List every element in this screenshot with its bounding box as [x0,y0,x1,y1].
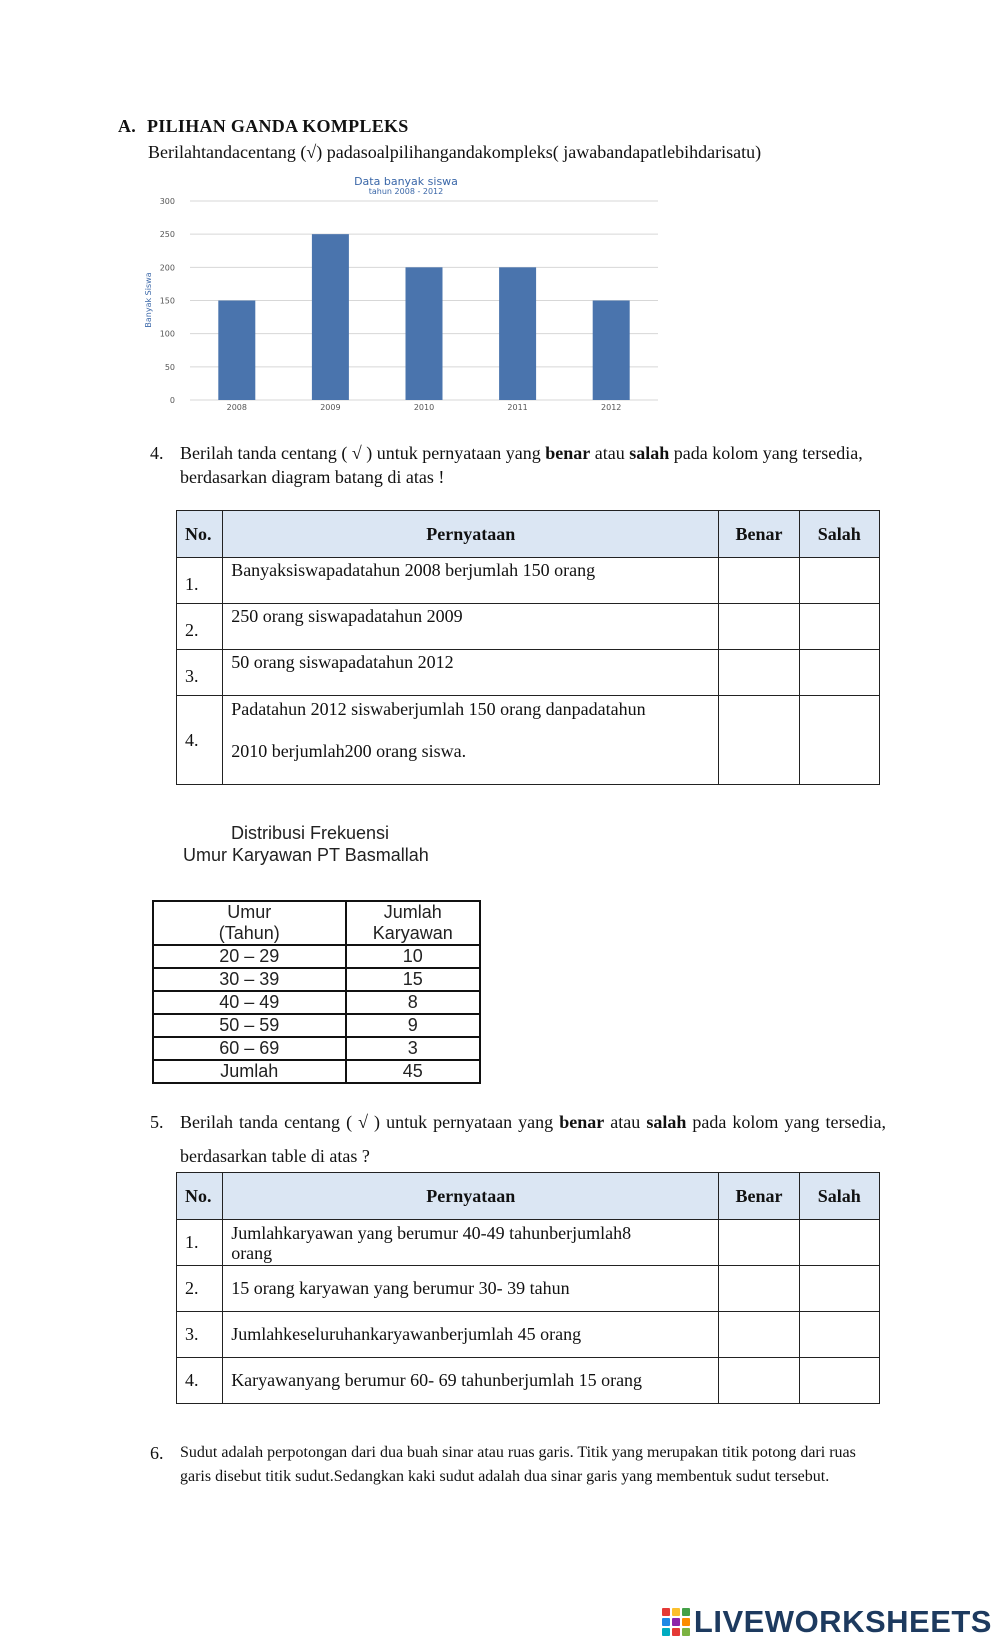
question-number: 5. [150,1112,164,1132]
table-row [177,1358,880,1404]
y-tick-label: 50 [164,362,175,372]
question-text: Sudut adalah perpotongan dari dua buah sinar atau ruas garis. Titik yang merupakan titik potong dari ruas garis disebut titik sudut.Sedangkan kaki sudut adalah dua sinar garis yang membentuk sudut tersebut. [180,1444,856,1485]
section-letter: A. [118,116,137,136]
section-instruction: Berilahtandacentang (√) padasoalpilihangandakompleks( jawabandapatlebihdarisatu) [148,142,762,162]
x-tick-label: 2012 [601,403,622,412]
row-number: 1. [177,1220,223,1266]
row-statement-line2: orang [231,1242,273,1263]
table-row [177,558,880,604]
logo-text: LIVEWORKSHEETS [693,1604,992,1639]
question-bold-benar: benar [545,443,591,463]
freq-count: 15 [346,968,480,991]
freq-range: 40 – 49 [153,991,346,1014]
row-statement: Jumlahkeseluruhankaryawanberjumlah 45 orang [223,1312,719,1358]
checkbox-false[interactable] [799,604,879,650]
table-row [177,604,880,650]
question-text-part: atau [604,1112,647,1132]
freq-title-line1: Distribusi Frekuensi [231,823,390,843]
checkbox-false[interactable] [799,1358,879,1404]
freq-header-count [346,901,480,945]
row-statement: 250 orang siswapadatahun 2009 [223,604,719,650]
table-row [177,1266,880,1312]
section-title [118,116,409,137]
freq-count: 45 [346,1060,480,1083]
freq-header-row [153,901,480,945]
row-number: 2. [177,1266,223,1312]
freq-table-title [183,822,429,866]
freq-range: 30 – 39 [153,968,346,991]
header-false: Salah [799,1173,879,1220]
header-statement: Pernyataan [223,511,719,558]
checkbox-true[interactable] [719,558,799,604]
header-true: Benar [719,511,799,558]
header-statement: Pernyataan [223,1173,719,1220]
freq-header-age-line2: (Tahun) [218,923,280,943]
header-true: Benar [719,1173,799,1220]
checkbox-true[interactable] [719,1358,799,1404]
checkbox-false[interactable] [799,1312,879,1358]
row-number: 3. [177,1312,223,1358]
freq-row [153,1037,480,1060]
question-text-part: Berilah tanda centang ( √ ) untuk pernyataan yang [180,1112,560,1132]
question-5 [150,1105,886,1173]
freq-title-line2: Umur Karyawan PT Basmallah [183,845,429,865]
frequency-table [152,900,481,1084]
row-statement: Banyaksiswapadatahun 2008 berjumlah 150 orang [223,558,719,604]
freq-count: 9 [346,1014,480,1037]
row-statement: 50 orang siswapadatahun 2012 [223,650,719,696]
freq-row [153,968,480,991]
freq-range: 20 – 29 [153,945,346,968]
header-no: No. [177,1173,223,1220]
freq-row [153,991,480,1014]
chart-y-axis-label: Banyak Siswa [144,272,153,328]
freq-total-row [153,1060,480,1083]
question-bold-salah: salah [629,443,670,463]
freq-row [153,1014,480,1037]
table-row [177,650,880,696]
row-number: 3. [177,650,223,696]
bar-2010 [406,267,443,400]
y-tick-label: 150 [159,296,175,306]
checkbox-true[interactable] [719,604,799,650]
chart-x-ticks [227,403,622,412]
row-statement: Karyawanyang berumur 60- 69 tahunberjumlah 15 orang [223,1358,719,1404]
row-statement [223,696,719,785]
freq-range: 60 – 69 [153,1037,346,1060]
checkbox-false[interactable] [799,558,879,604]
section-title-text: PILIHAN GANDA KOMPLEKS [147,116,409,136]
row-number: 1. [177,558,223,604]
checkbox-true[interactable] [719,650,799,696]
bar-chart [140,170,680,430]
question-text-part: atau [590,443,630,463]
statement-table-1 [176,510,880,785]
chart-bars [218,234,629,400]
table-row [177,696,880,785]
freq-count: 3 [346,1037,480,1060]
row-statement: 15 orang karyawan yang berumur 30- 39 tahun [223,1266,719,1312]
question-text [180,1105,886,1173]
header-no: No. [177,511,223,558]
chart-subtitle: tahun 2008 - 2012 [368,187,444,196]
checkbox-false[interactable] [799,1220,879,1266]
table-row [177,1220,880,1266]
freq-header-age [153,901,346,945]
checkbox-false[interactable] [799,650,879,696]
row-statement-line1: Padatahun 2012 siswaberjumlah 150 orang danpadatahun [231,699,646,719]
question-text-part: pada kolom yang tersedia, berdasarkan diagram batang di atas ! [180,443,863,487]
logo-grid-icon [662,1608,690,1636]
checkbox-true[interactable] [719,1266,799,1312]
row-statement [223,1220,719,1266]
checkbox-true[interactable] [719,1220,799,1266]
liveworksheets-logo [662,1604,992,1640]
row-statement-line1: Jumlahkaryawan yang berumur 40-49 tahunberjumlah8 [231,1222,632,1243]
chart-title: Data banyak siswa [354,175,458,188]
checkbox-true[interactable] [719,1312,799,1358]
freq-row [153,945,480,968]
question-text [180,441,870,489]
bar-2009 [312,234,349,400]
table-row [177,1312,880,1358]
freq-header-age-line1: Umur [227,902,272,922]
y-tick-label: 250 [159,230,175,240]
question-number: 4. [150,443,164,463]
freq-count: 8 [346,991,480,1014]
bar-2008 [218,301,255,401]
x-tick-label: 2008 [226,403,247,412]
row-number: 4. [177,1358,223,1404]
y-tick-label: 200 [159,263,175,273]
chart-y-ticks [160,197,175,405]
checkbox-true[interactable] [719,696,799,785]
statement-table-2 [176,1172,880,1404]
freq-range: 50 – 59 [153,1014,346,1037]
table-header-row [177,511,880,558]
question-4 [150,441,870,489]
y-tick-label: 300 [159,197,175,206]
row-number: 2. [177,604,223,650]
freq-header-count-line2: Karyawan [372,923,453,943]
bar-2011 [499,267,536,400]
row-number: 4. [177,696,223,785]
row-statement-line2: 2010 berjumlah200 orang siswa. [231,741,467,761]
checkbox-false[interactable] [799,696,879,785]
question-text-part: pada kolom yang tersedia, berdasarkan table di atas ? [180,1112,886,1166]
freq-header-count-line1: Jumlah [383,902,442,922]
freq-range: Jumlah [153,1060,346,1083]
x-tick-label: 2010 [413,403,435,412]
question-text-part: Berilah tanda centang ( √ ) untuk pernyataan yang [180,443,546,463]
question-bold-salah: salah [646,1112,687,1132]
y-tick-label: 0 [169,396,175,405]
x-tick-label: 2011 [507,403,528,412]
header-false: Salah [799,511,879,558]
x-tick-label: 2009 [320,403,341,412]
question-bold-benar: benar [559,1112,605,1132]
checkbox-false[interactable] [799,1266,879,1312]
freq-count: 10 [346,945,480,968]
question-number: 6. [150,1443,164,1463]
bar-2012 [593,301,630,401]
question-6 [150,1441,880,1489]
y-tick-label: 100 [159,329,175,339]
table-header-row [177,1173,880,1220]
